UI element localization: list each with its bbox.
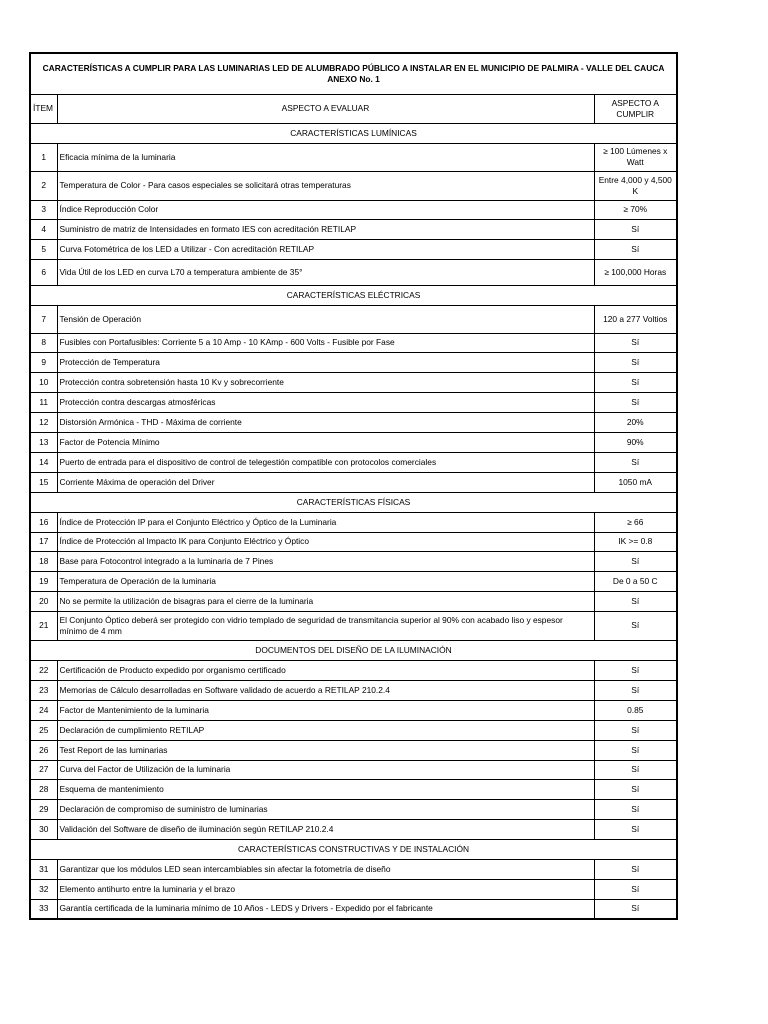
table-body: [30, 53, 677, 919]
requirement-value: Sí: [594, 611, 677, 640]
table-row: [30, 799, 677, 819]
requirement-value: Sí: [594, 333, 677, 352]
requirement-value: Sí: [594, 760, 677, 779]
table-row: [30, 305, 677, 333]
table-row: [30, 372, 677, 392]
aspect-description: Garantizar que los módulos LED sean intercambiables sin afectar la fotometría de diseño: [57, 859, 594, 879]
aspect-description: Índice Reproducción Color: [57, 200, 594, 219]
item-number: 14: [30, 452, 57, 472]
table-row: [30, 899, 677, 919]
section-title: CARACTERÍSTICAS CONSTRUCTIVAS Y DE INSTALACIÓN: [30, 839, 677, 859]
aspect-description: Fusibles con Portafusibles: Corriente 5 a 10 Amp - 10 KAmp - 600 Volts - Fusible por Fase: [57, 333, 594, 352]
aspect-description: Curva del Factor de Utilización de la luminaria: [57, 760, 594, 779]
requirement-value: Sí: [594, 740, 677, 760]
requirement-value: Sí: [594, 660, 677, 680]
requirement-value: Sí: [594, 859, 677, 879]
item-number: 10: [30, 372, 57, 392]
table-row: [30, 333, 677, 352]
requirement-value: Sí: [594, 219, 677, 239]
header-aspect: ASPECTO A EVALUAR: [57, 94, 594, 123]
aspect-description: Factor de Mantenimiento de la luminaria: [57, 700, 594, 720]
item-number: 7: [30, 305, 57, 333]
item-number: 28: [30, 779, 57, 799]
item-number: 23: [30, 680, 57, 700]
aspect-description: Elemento antihurto entre la luminaria y el brazo: [57, 879, 594, 899]
requirement-value: Sí: [594, 551, 677, 571]
table-row: [30, 819, 677, 839]
requirement-value: Sí: [594, 879, 677, 899]
requirement-value: 1050 mA: [594, 472, 677, 492]
requirement-value: IK >= 0.8: [594, 532, 677, 551]
requirement-value: ≥ 70%: [594, 200, 677, 219]
document-title-line-1: CARACTERÍSTICAS A CUMPLIR PARA LAS LUMINARIAS LED DE ALUMBRADO PÚBLICO A INSTALAR EN EL MUNICIPIO DE PALMIRA - VALLE DEL CAUCA: [42, 62, 665, 73]
aspect-description: Vida Útil de los LED en curva L70 a temperatura ambiente de 35°: [57, 259, 594, 285]
requirement-value: Sí: [594, 819, 677, 839]
table-row: [30, 392, 677, 412]
section-row: [30, 285, 677, 305]
section-row: [30, 492, 677, 512]
document-title: [30, 53, 677, 94]
item-number: 2: [30, 171, 57, 200]
aspect-description: Índice de Protección IP para el Conjunto Eléctrico y Óptico de la Luminaria: [57, 512, 594, 532]
table-row: [30, 700, 677, 720]
table-row: [30, 720, 677, 740]
aspect-description: Distorsión Armónica - THD - Máxima de corriente: [57, 412, 594, 432]
aspect-description: Corriente Máxima de operación del Driver: [57, 472, 594, 492]
item-number: 25: [30, 720, 57, 740]
section-title: CARACTERÍSTICAS ELÉCTRICAS: [30, 285, 677, 305]
aspect-description: Esquema de mantenimiento: [57, 779, 594, 799]
item-number: 1: [30, 143, 57, 171]
table-row: [30, 472, 677, 492]
aspect-description: Garantía certificada de la luminaria mínimo de 10 Años - LEDS y Drivers - Expedido por el fabricante: [57, 899, 594, 919]
item-number: 30: [30, 819, 57, 839]
item-number: 19: [30, 571, 57, 591]
aspect-description: Curva Fotométrica de los LED a Utilizar - Con acreditación RETILAP: [57, 239, 594, 259]
requirement-value: Sí: [594, 720, 677, 740]
item-number: 16: [30, 512, 57, 532]
document-title-line-2: ANEXO No. 1: [327, 73, 380, 84]
item-number: 3: [30, 200, 57, 219]
item-number: 18: [30, 551, 57, 571]
item-number: 24: [30, 700, 57, 720]
aspect-description: Base para Fotocontrol integrado a la luminaria de 7 Pines: [57, 551, 594, 571]
requirement-value: Entre 4,000 y 4,500 K: [594, 171, 677, 200]
aspect-description: Declaración de cumplimiento RETILAP: [57, 720, 594, 740]
aspect-description: Temperatura de Operación de la luminaria: [57, 571, 594, 591]
table-row: [30, 879, 677, 899]
aspect-description: Validación del Software de diseño de iluminación según RETILAP 210.2.4: [57, 819, 594, 839]
requirement-value: Sí: [594, 352, 677, 372]
aspect-description: Protección contra descargas atmosféricas: [57, 392, 594, 412]
item-number: 27: [30, 760, 57, 779]
aspect-description: Temperatura de Color - Para casos especiales se solicitará otras temperaturas: [57, 171, 594, 200]
item-number: 5: [30, 239, 57, 259]
requirement-value: Sí: [594, 779, 677, 799]
table-row: [30, 532, 677, 551]
aspect-description: Test Report de las luminarias: [57, 740, 594, 760]
table-row: [30, 611, 677, 640]
table-row: [30, 200, 677, 219]
table-row: [30, 779, 677, 799]
requirement-value: Sí: [594, 591, 677, 611]
item-number: 13: [30, 432, 57, 452]
item-number: 17: [30, 532, 57, 551]
aspect-description: Memorias de Cálculo desarrolladas en Software validado de acuerdo a RETILAP 210.2.4: [57, 680, 594, 700]
table-row: [30, 412, 677, 432]
table-row: [30, 760, 677, 779]
section-title: CARACTERÍSTICAS FÍSICAS: [30, 492, 677, 512]
requirement-value: 90%: [594, 432, 677, 452]
aspect-description: Declaración de compromiso de suministro de luminarias: [57, 799, 594, 819]
item-number: 8: [30, 333, 57, 352]
table-row: [30, 591, 677, 611]
title-row: [30, 53, 677, 94]
aspect-description: Puerto de entrada para el dispositivo de control de telegestión compatible con protocolos comerciales: [57, 452, 594, 472]
item-number: 15: [30, 472, 57, 492]
aspect-description: Factor de Potencia Mínimo: [57, 432, 594, 452]
section-row: [30, 839, 677, 859]
table-row: [30, 432, 677, 452]
requirement-value: ≥ 100 Lúmenes x Watt: [594, 143, 677, 171]
item-number: 26: [30, 740, 57, 760]
aspect-description: Eficacia mínima de la luminaria: [57, 143, 594, 171]
item-number: 6: [30, 259, 57, 285]
section-title: DOCUMENTOS DEL DISEÑO DE LA ILUMINACIÓN: [30, 640, 677, 660]
requirement-value: Sí: [594, 680, 677, 700]
requirement-value: Sí: [594, 452, 677, 472]
item-number: 11: [30, 392, 57, 412]
requirement-value: De 0 a 50 C: [594, 571, 677, 591]
section-row: [30, 640, 677, 660]
aspect-description: Tensión de Operación: [57, 305, 594, 333]
requirement-value: 20%: [594, 412, 677, 432]
item-number: 32: [30, 879, 57, 899]
table-row: [30, 859, 677, 879]
table-row: [30, 740, 677, 760]
requirement-value: Sí: [594, 392, 677, 412]
item-number: 22: [30, 660, 57, 680]
aspect-description: Protección contra sobretensión hasta 10 Kv y sobrecorriente: [57, 372, 594, 392]
section-row: [30, 123, 677, 143]
table-row: [30, 680, 677, 700]
aspect-description: El Conjunto Óptico deberá ser protegido con vidrio templado de seguridad de transmitancia superior al 90% con acabado liso y espesor mínimo de 4 mm: [57, 611, 594, 640]
table-row: [30, 571, 677, 591]
requirement-value: ≥ 66: [594, 512, 677, 532]
section-title: CARACTERÍSTICAS LUMÍNICAS: [30, 123, 677, 143]
table-row: [30, 512, 677, 532]
table-row: [30, 660, 677, 680]
requirement-value: ≥ 100,000 Horas: [594, 259, 677, 285]
item-number: 9: [30, 352, 57, 372]
item-number: 33: [30, 899, 57, 919]
requirement-value: Sí: [594, 899, 677, 919]
requirement-value: Sí: [594, 799, 677, 819]
requirement-value: Sí: [594, 372, 677, 392]
table-row: [30, 551, 677, 571]
item-number: 21: [30, 611, 57, 640]
item-number: 29: [30, 799, 57, 819]
aspect-description: No se permite la utilización de bisagras para el cierre de la luminaria: [57, 591, 594, 611]
specifications-table: [29, 52, 678, 920]
requirement-value: 0.85: [594, 700, 677, 720]
table-row: [30, 219, 677, 239]
header-requirement: ASPECTO A CUMPLIR: [594, 94, 677, 123]
header-row: [30, 94, 677, 123]
table-row: [30, 143, 677, 171]
requirement-value: 120 a 277 Voltios: [594, 305, 677, 333]
table-row: [30, 259, 677, 285]
item-number: 4: [30, 219, 57, 239]
table-row: [30, 452, 677, 472]
aspect-description: Protección de Temperatura: [57, 352, 594, 372]
header-item: ÍTEM: [30, 94, 57, 123]
table-row: [30, 239, 677, 259]
aspect-description: Suministro de matriz de Intensidades en formato IES con acreditación RETILAP: [57, 219, 594, 239]
requirement-value: Sí: [594, 239, 677, 259]
item-number: 31: [30, 859, 57, 879]
item-number: 20: [30, 591, 57, 611]
aspect-description: Certificación de Producto expedido por organismo certificado: [57, 660, 594, 680]
table-row: [30, 171, 677, 200]
table-row: [30, 352, 677, 372]
aspect-description: Índice de Protección al Impacto IK para Conjunto Eléctrico y Óptico: [57, 532, 594, 551]
item-number: 12: [30, 412, 57, 432]
